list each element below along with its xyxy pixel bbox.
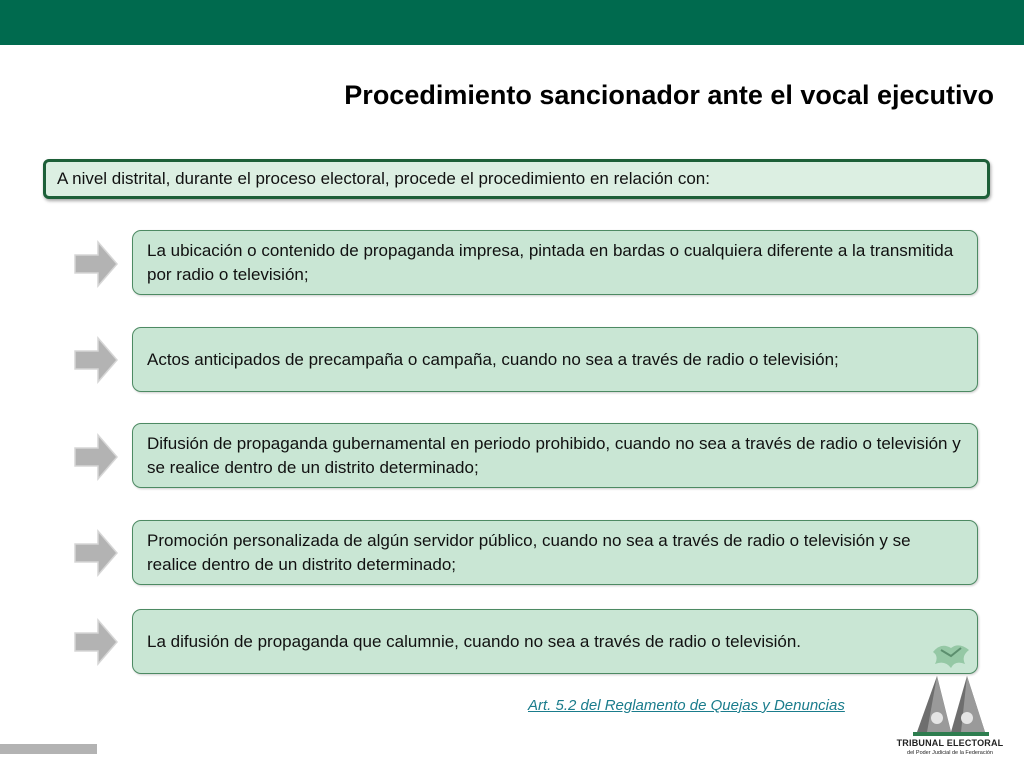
list-item-text: Promoción personalizada de algún servidor público, cuando no sea a través de radio o televisión y se realice dentro de un distrito determinado; bbox=[147, 530, 911, 574]
list-item-text: La ubicación o contenido de propaganda impresa, pintada en bardas o cualquiera diferente a la transmitida por radio o televisión; bbox=[147, 240, 954, 284]
list-item-text: Difusión de propaganda gubernamental en periodo prohibido, cuando no sea a través de radio o televisión y se realice dentro de un distrito determinado; bbox=[147, 433, 961, 477]
logo-name: TRIBUNAL ELECTORAL bbox=[896, 738, 1004, 748]
list-item bbox=[132, 609, 978, 674]
list-item-text: Actos anticipados de precampaña o campaña, cuando no sea a través de radio o televisión; bbox=[147, 349, 839, 369]
arrow-right-icon bbox=[72, 617, 120, 667]
arrow-right-icon bbox=[72, 432, 120, 482]
header-bar bbox=[0, 0, 1024, 45]
arrow-right-icon bbox=[72, 239, 120, 289]
logo-subtitle: del Poder Judicial de la Federación bbox=[907, 750, 993, 756]
footer-bar bbox=[0, 744, 97, 754]
intro-box bbox=[43, 159, 990, 199]
page-title: Procedimiento sancionador ante el vocal ejecutivo bbox=[344, 80, 994, 110]
intro-text: A nivel distrital, durante el proceso electoral, procede el procedimiento en relación con: bbox=[57, 169, 710, 188]
arrow-right-icon bbox=[72, 528, 120, 578]
reference-link[interactable]: Art. 5.2 del Reglamento de Quejas y Denuncias bbox=[528, 697, 845, 714]
list-item bbox=[132, 327, 978, 392]
list-item-text: La difusión de propaganda que calumnie, cuando no sea a través de radio o televisión. bbox=[147, 631, 802, 651]
arrow-right-icon bbox=[72, 335, 120, 385]
list-item bbox=[132, 230, 978, 295]
list-item bbox=[132, 423, 978, 488]
list-item bbox=[132, 520, 978, 585]
